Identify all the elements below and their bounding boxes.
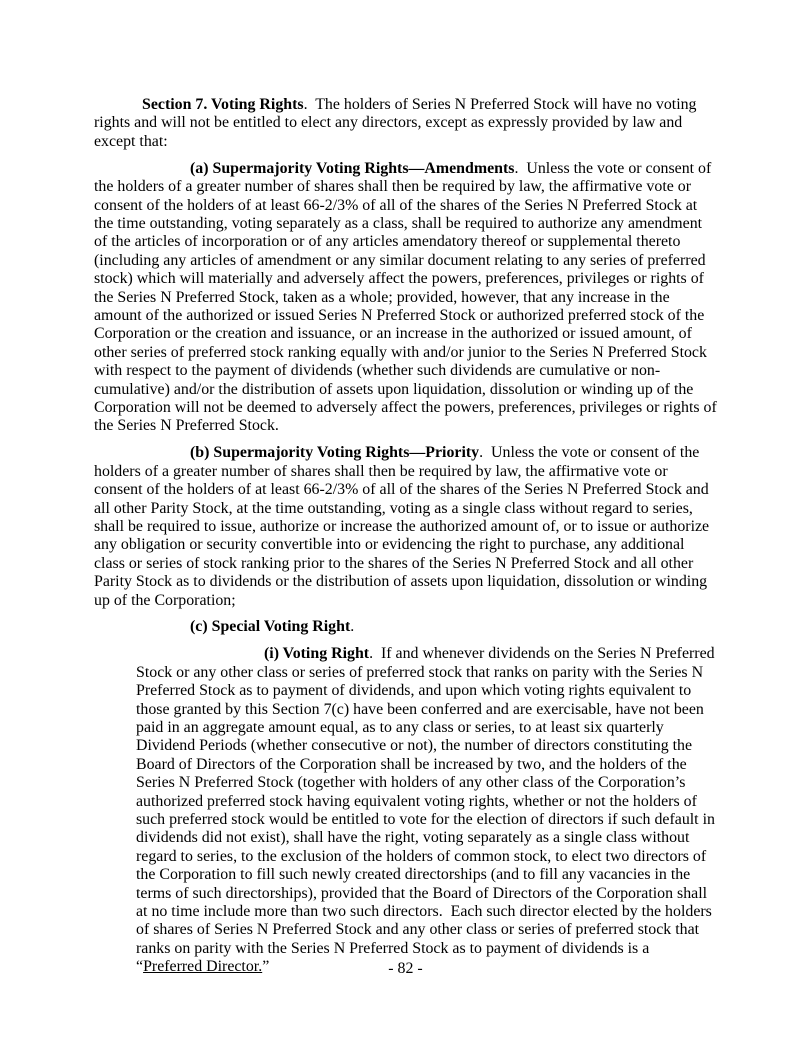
- paragraph-i-voting-right: [136, 645, 718, 976]
- paragraph-a-supermajority-amendments: [94, 159, 721, 436]
- section-7-body: . The holders of Series N Preferred Stock will have no voting rights and will not be entitled to elect any directors, except as expressly provided by law and except that:: [94, 96, 701, 150]
- paragraph-c-special-voting-right: [94, 618, 718, 636]
- paragraph-b-body: . Unless the vote or consent of the holders of a greater number of shares shall then be required by law, the affirmative vote or consent of the holders of at least 66-2/3% of all of the shares of the Series N Preferred Stock and all other Parity Stock, at the time outstanding, voting as a single class without regard to series, shall be required to issue, authorize or increase the authorized amount of, or to issue or authorize any obligation or security convertible into or evidencing the right to purchase, any additional class or series of stock ranking prior to the shares of the Series N Preferred Stock and all other Parity Stock as to dividends or the distribution of assets upon liquidation, dissolution or winding up of the Corporation;: [94, 444, 714, 609]
- paragraph-b-supermajority-priority: [94, 444, 718, 610]
- paragraph-c-body: .: [350, 618, 355, 636]
- paragraph-b-heading: (b) Supermajority Voting Rights—Priority: [190, 444, 480, 462]
- preferred-director-defined-term: Preferred Director.: [143, 958, 263, 976]
- paragraph-a-body: . Unless the vote or consent of the holders of a greater number of shares shall then be required by law, the affirmative vote or consent of the holders of at least 66-2/3% of all of the shares of the Series N Preferred Stock at the time outstanding, voting separately as a class, shall be required to authorize any amendment of the articles of incorporation or of any articles amendatory thereof or supplemental thereto (including any articles of amendment or any similar document relating to any series of preferred stock) which will materially and adversely affect the powers, preferences, privileges or rights of the Series N Preferred Stock, taken as a whole; provided, however, that any increase in the amount of the authorized or issued Series N Preferred Stock or authorized preferred stock of the Corporation or the creation and issuance, or an increase in the authorized or issued amount, of other series of preferred stock ranking equally with and/or junior to the Series N Preferred Stock with respect to the payment of dividends (whether such dividends are cumulative or non-cumulative) and/or the distribution of assets upon liquidation, dissolution or winding up of the Corporation will not be deemed to adversely affect the powers, preferences, privileges or rights of the Series N Preferred Stock.: [94, 159, 721, 435]
- paragraph-section-7: [94, 96, 718, 151]
- page-number: - 82 -: [388, 960, 423, 977]
- paragraph-a-heading: (a) Supermajority Voting Rights—Amendments: [190, 159, 515, 177]
- paragraph-i-closing-quote: ”: [262, 958, 270, 976]
- paragraph-i-heading: (i) Voting Right: [264, 645, 370, 663]
- paragraph-i-body: . If and whenever dividends on the Series N Preferred Stock or any other class or series of preferred stock that ranks on parity with the Series N Preferred Stock as to payment of dividends, and upon which voting rights equivalent to those granted by this Section 7(c) have been conferred and are exercisable, have not been paid in an aggregate amount equal, as to any class or series, to at least six quarterly Dividend Periods (whether consecutive or not), the number of directors constituting the Board of Directors of the Corporation shall be increased by two, and the holders of the Series N Preferred Stock (together with holders of any other class of the Corporation’s authorized preferred stock having equivalent voting rights, whether or not the holders of such preferred stock would be entitled to vote for the election of directors if such default in dividends did not exist), shall have the right, voting separately as a single class without regard to series, to the exclusion of the holders of common stock, to elect two directors of the Corporation to fill such newly created directorships (and to fill any vacancies in the terms of such directorships), provided that the Board of Directors of the Corporation shall at no time include more than two such directors. Each such director elected by the holders of shares of Series N Preferred Stock and any other class or series of preferred stock that ranks on parity with the Series N Preferred Stock as to payment of dividends is a “: [136, 645, 719, 976]
- paragraph-c-heading: (c) Special Voting Right: [190, 618, 351, 636]
- section-7-heading: Section 7. Voting Rights: [142, 96, 304, 113]
